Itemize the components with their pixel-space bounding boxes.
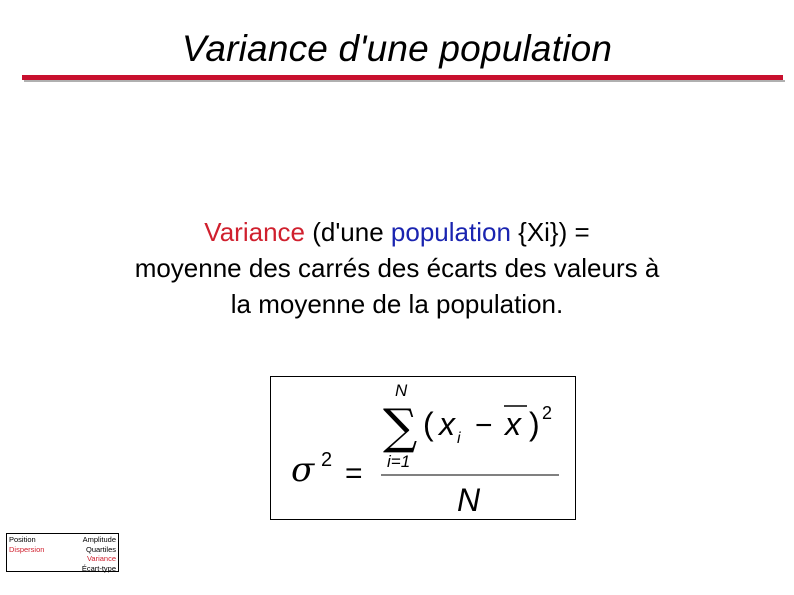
formula-x: x xyxy=(439,406,455,442)
formula-exponent: 2 xyxy=(542,403,553,423)
title-underline-shadow xyxy=(24,80,785,82)
definition-line-2: moyenne des carrés des écarts des valeurs à xyxy=(134,253,660,283)
definition-part-set: {Xi}) = xyxy=(510,217,590,247)
close-paren: ) xyxy=(529,406,540,442)
formula-minus: − xyxy=(475,409,493,442)
nav-item-amplitude[interactable]: Amplitude xyxy=(82,535,116,544)
formula-equals: = xyxy=(345,457,363,490)
definition-line-3: la moyenne de la population. xyxy=(230,289,564,319)
formula-box xyxy=(270,376,576,520)
formula-x-subscript: i xyxy=(457,430,461,447)
formula-sigma-exponent: 2 xyxy=(321,449,333,471)
nav-item-position[interactable]: Position xyxy=(9,535,36,544)
nav-item-quartiles[interactable]: Quartiles xyxy=(85,544,116,554)
formula-xbar: x xyxy=(505,406,521,442)
sum-upper-limit: N xyxy=(395,381,408,400)
nav-right-column xyxy=(82,535,116,573)
definition-line-1 xyxy=(60,214,734,250)
term-variance: Variance xyxy=(204,217,305,247)
sum-sign: ∑ xyxy=(383,399,418,455)
formula-sigma: σ xyxy=(291,450,315,490)
term-population: population xyxy=(390,217,511,247)
slide-title: Variance d'une population xyxy=(181,28,613,69)
nav-item-dispersion[interactable]: Dispersion xyxy=(9,544,45,554)
nav-item-ecart-type[interactable]: Écart-type xyxy=(81,563,116,573)
variance-formula xyxy=(271,377,575,519)
definition-part-open: (d'une xyxy=(304,217,391,247)
nav-left-column xyxy=(9,535,44,554)
sum-lower-limit: i=1 xyxy=(387,452,411,471)
formula-denominator: N xyxy=(457,482,481,518)
open-paren: ( xyxy=(423,406,434,442)
navigation-box xyxy=(6,533,119,572)
nav-item-variance[interactable]: Variance xyxy=(86,554,116,563)
definition-text xyxy=(60,214,734,322)
